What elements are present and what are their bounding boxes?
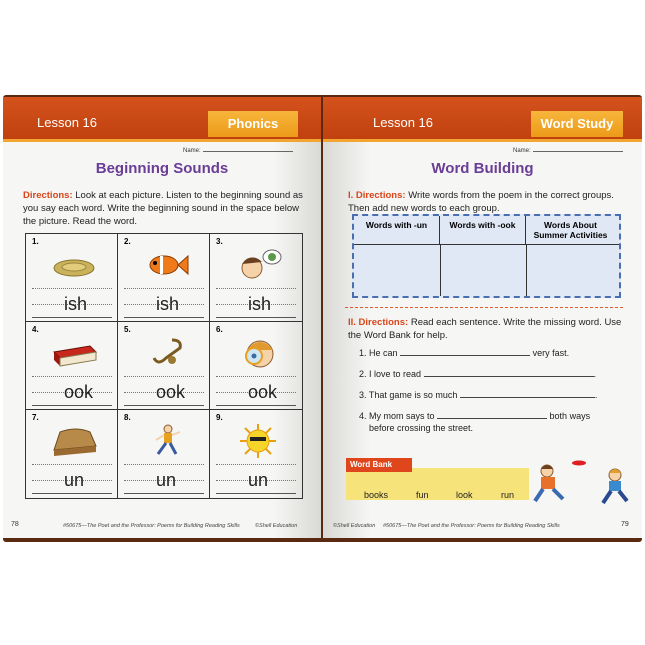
grid-cell [26,234,118,322]
bank-word: books [364,490,389,500]
directions-one-label: I. Directions: [348,190,406,201]
word-ending: ish [64,294,88,314]
word-ending: un [248,470,269,490]
phonics-tag: Phonics [208,111,298,137]
grid-cell [118,410,210,498]
cell-number: 6. [216,325,223,334]
question-text: 4. My mom says to [359,411,435,421]
word-ending: ish [248,294,272,314]
boy-magnifier-icon [234,336,282,370]
word-ending: ish [156,294,180,314]
hook-icon [142,336,190,370]
footer-title: #50675—The Poet and the Professor: Poems for Building Reading Skills [63,523,240,529]
lesson-label: Lesson 16 [373,115,433,130]
directions-one-text: Write words from the poem in the correct groups. Then add new words to each group. [348,190,614,214]
grid-cell [26,410,118,498]
bank-word: run [501,490,515,500]
kids-playing-frisbee-icon [533,457,633,507]
book-icon [50,336,98,370]
name-label: Name: [183,148,201,154]
cell-number: 2. [124,237,131,246]
plate-icon [50,248,98,282]
cell-number: 8. [124,413,131,422]
directions-label: Directions: [23,190,73,201]
word-study-tag: Word Study [531,111,623,137]
question-4 [359,410,590,421]
grid-cell [118,322,210,410]
footer-copyright: ©Shell Education [333,523,376,529]
fish-icon [142,248,190,282]
footer-title: #50675—The Poet and the Professor: Poems for Building Reading Skills [383,523,560,529]
boy-wishing-icon [234,248,282,282]
page-title: Beginning Sounds [95,160,229,177]
running-boy-icon [142,424,190,458]
cell-number: 9. [216,413,223,422]
directions [23,189,305,228]
question-text: 2. I love to read [359,369,422,379]
word-ending: ook [64,382,94,402]
question-text: 3. That game is so much [359,390,458,400]
left-page [3,97,321,538]
cell-number: 5. [124,325,131,334]
name-label: Name: [513,148,531,154]
directions-two [348,316,623,342]
page-number: 79 [621,521,629,528]
question-text: . [594,390,598,400]
cell-number: 4. [32,325,39,334]
word-bank-label: Word Bank [346,458,412,472]
question-text: both ways [549,411,591,421]
name-field [513,146,623,154]
col-header-ook: Words with -ook [440,216,526,244]
word-ending: ook [156,382,186,402]
grid-cell [210,322,302,410]
open-workbook [3,95,642,542]
grid-cell [118,234,210,322]
bank-word: fun [416,490,429,500]
right-page [323,97,642,538]
name-field [183,146,293,154]
directions-two-label: II. Directions: [348,317,409,328]
col-header-summer: Words About Summer Activities [533,220,608,240]
footer-copyright: ©Shell Education [255,523,298,529]
word-sort-table [352,214,621,298]
directions-text: Look at each picture. Listen to the beginning sound as you say each word. Write the beginning sound in the space below the picture. Read the word. [23,190,303,227]
question-1 [359,347,569,358]
cell-number: 1. [32,237,39,246]
picture-grid [25,233,303,499]
cell-number: 3. [216,237,223,246]
directions-two-text: Read each sentence. Write the missing word. Use the Word Bank for help. [348,317,622,341]
word-ending: un [156,470,177,490]
question-3 [359,389,597,400]
question-text: 1. He can [359,348,398,358]
grid-cell [210,410,302,498]
bank-word: look [456,490,473,500]
page-number: 78 [11,521,19,528]
question-text: very fast. [532,348,570,358]
directions-one [348,189,623,215]
col-header-un: Words with -un [354,216,440,244]
lesson-label: Lesson 16 [37,115,97,130]
cell-number: 7. [32,413,39,422]
bun-icon [50,424,98,458]
word-ending: un [64,470,85,490]
question-text: . [593,369,597,379]
word-ending: ook [248,382,278,402]
grid-cell [210,234,302,322]
page-title: Word Building [431,160,534,177]
question-2 [359,368,596,379]
sun-icon [234,424,282,458]
grid-cell [26,322,118,410]
question-4-cont: before crossing the street. [369,423,474,433]
